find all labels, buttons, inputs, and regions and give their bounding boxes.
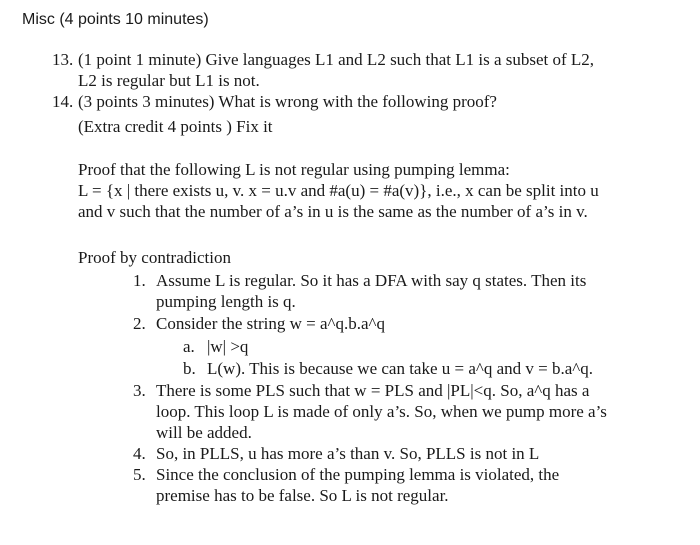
step-text: So, in PLLS, u has more a’s than v. So, PLLS is not in L: [156, 444, 540, 463]
substep-number: b.: [183, 359, 196, 378]
step-text: Assume L is regular. So it has a DFA with say q states. Then its: [156, 271, 587, 290]
step-number: 1.: [133, 271, 146, 290]
q13-text: L2 is regular but L1 is not.: [78, 71, 260, 90]
section-title: Misc (4 points 10 minutes): [22, 11, 209, 28]
step-text: pumping length is q.: [156, 292, 296, 311]
q13-number: 13.: [52, 50, 74, 69]
step-text: loop. This loop L is made of only a’s. So, when we pump more a’s: [156, 402, 607, 421]
step-number: 4.: [133, 444, 146, 463]
q13-text: (1 point 1 minute) Give languages L1 and L2 such that L1 is a subset of L2,: [78, 50, 595, 69]
proof-heading: Proof by contradiction: [78, 248, 231, 267]
q14-text: (Extra credit 4 points ) Fix it: [78, 117, 273, 136]
step-text: There is some PLS such that w = PLS and |PL|<q. So, a^q has a: [156, 381, 590, 400]
q14-text: (3 points 3 minutes) What is wrong with the following proof?: [78, 92, 497, 111]
statement-line: L = {x | there exists u, v. x = u.v and #a(u) = #a(v)}, i.e., x can be split into u: [78, 181, 599, 200]
step-text: Consider the string w = a^q.b.a^q: [156, 314, 386, 333]
step-text: premise has to be false. So L is not regular.: [156, 486, 449, 505]
step-number: 2.: [133, 314, 146, 333]
step-number: 3.: [133, 381, 146, 400]
substep-text: |w| >q: [207, 337, 249, 356]
step-text: Since the conclusion of the pumping lemma is violated, the: [156, 465, 560, 484]
q14-number: 14.: [52, 92, 74, 111]
statement-line: Proof that the following L is not regular using pumping lemma:: [78, 160, 510, 179]
step-text: will be added.: [156, 423, 252, 442]
step-number: 5.: [133, 465, 146, 484]
statement-line: and v such that the number of a’s in u is the same as the number of a’s in v.: [78, 202, 588, 221]
substep-number: a.: [183, 337, 195, 356]
substep-text: L(w). This is because we can take u = a^q and v = b.a^q.: [207, 359, 594, 378]
